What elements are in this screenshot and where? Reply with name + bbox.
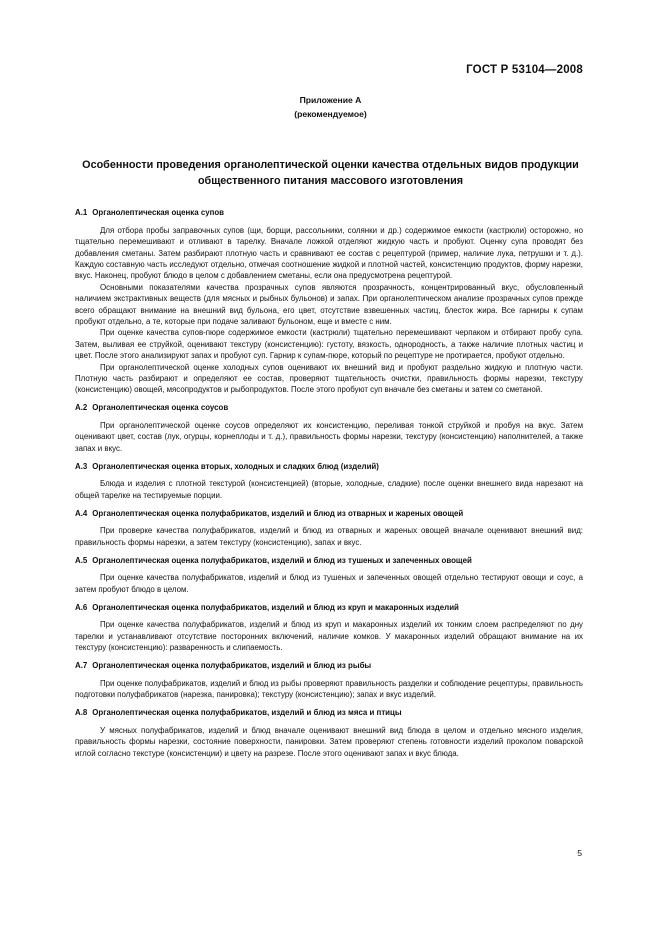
section-title: Органолептическая оценка полуфабрикатов, изделий и блюд из тушеных и запеченных овощей [92, 555, 472, 565]
section-number: А.1 [75, 208, 88, 217]
annex-title: Приложение А [299, 95, 362, 105]
page-number: 5 [577, 848, 582, 858]
section [75, 402, 583, 454]
section [75, 707, 583, 759]
section-number: А.7 [75, 661, 88, 671]
paragraph: При оценке качества полуфабрикатов, изделий и блюд из круп и макаронных изделий их тонким слоем распределяют по дну тарелки и устанавливают отсутствие посторонних включений, наличие комков. У макаронных изделий обращают внимание на их текстуру (консистенцию): разваренность и слипаемость. [75, 620, 583, 653]
section-title: Органолептическая оценка полуфабрикатов, изделий и блюд из круп и макаронных изделий [92, 602, 459, 612]
section-heading [75, 461, 583, 472]
paragraph: Блюда и изделия с плотной текстурой (консистенцией) (вторые, холодные, сладкие) после оценки внешнего вида нарезают на общей тарелке на тестируемые порции. [75, 479, 583, 500]
section-title: Органолептическая оценка вторых, холодных и сладких блюд (изделий) [92, 461, 379, 471]
paragraph: При проверке качества полуфабрикатов, изделий и блюд из отварных и жареных овощей вначале оценивают внешний вид: правильность формы нарезки, а затем текстуру (консистенцию), запах и вкус. [75, 526, 583, 547]
section-heading [75, 707, 583, 718]
section-heading [75, 207, 583, 218]
section-title: Органолептическая оценка полуфабрикатов, изделий и блюд из отварных и жареных овощей [92, 508, 464, 518]
section-heading [75, 508, 583, 519]
section-number: А.6 [75, 602, 88, 612]
paragraph: У мясных полуфабрикатов, изделий и блюд вначале оценивают внешний вид блюда в целом и отдельно мясного изделия, правильность формы нарезки, состояние поверхности, панировки. Затем проверяют степень готовности изделий проколом поварской иглой согласно текстуре (консистенции) и цвету на разрезе. После этого оценивают запах и вкус блюда. [75, 725, 583, 758]
section-heading [75, 602, 583, 613]
section [75, 207, 583, 396]
section-heading [75, 660, 583, 671]
document-body [75, 207, 583, 759]
paragraph: При оценке качества супов-пюре содержимое емкости (кастрюли) тщательно перемешивают черпаком и отбирают пробу супа. Затем, выливая ее струйкой, оценивают текстуру (консистенцию): густоту, вязкость, однородность, а также наличие плотных частиц и цвет. После этого анализируют запах и пробуют суп. Гарнир к супам-пюре, который по рецептуре не протирается, пробуют отдельно. [75, 328, 583, 361]
section-title: Органолептическая оценка полуфабрикатов, изделий и блюд из рыбы [92, 661, 372, 671]
paragraph: При оценке качества полуфабрикатов, изделий и блюд из тушеных и запеченных овощей отдельно тестируют овощи и соус, а затем пробуют блюдо в целом. [75, 573, 583, 594]
paragraph: Для отбора пробы заправочных супов (щи, борщи, рассольники, солянки и др.) содержимое емкости (кастрюли) осторожно, но тщательно перемешивают и отливают в тарелку. Вначале ложкой отделяют жидкую часть и пробуют. Оценку супа проводят без добавления сметаны. Затем разбирают плотную часть и сравнивают ее состав с рецептурой (пример, наличие лука, петрушки и т. д.). Каждую составную часть исследуют отдельно, отмечая соотношение жидкой и плотной частей, консистенцию продуктов, форму нарезки, вкус. Наконец, пробуют блюдо в целом с добавлением сметаны, если она предусмотрена рецептурой. [75, 225, 583, 281]
annex-heading [0, 93, 661, 121]
document-title-line-1: Особенности проведения органолептической оценки качества отдельных видов продукции [82, 159, 579, 171]
section-title: Органолептическая оценка соусов [92, 403, 229, 413]
document-title [40, 158, 621, 189]
paragraph: При органолептической оценке соусов определяют их консистенцию, переливая тонкой струйкой и пробуя на вкус. Затем оценивают цвет, состав (лук, огурцы, корнеплоды и т. д.), правильность формы нарезки, текстуру (консистенцию) наполнителей, а также запах и вкус. [75, 421, 583, 453]
section-number: А.5 [75, 555, 88, 565]
standard-code: ГОСТ Р 53104—2008 [466, 64, 583, 76]
section-heading [75, 555, 583, 566]
section [75, 602, 583, 654]
section-number: А.3 [75, 461, 88, 471]
annex-status: (рекомендуемое) [294, 109, 367, 119]
section-title: Органолептическая оценка полуфабрикатов, изделий и блюд из мяса и птицы [92, 708, 402, 718]
section-number: А.2 [75, 403, 88, 413]
section [75, 461, 583, 502]
paragraph: При оценке полуфабрикатов, изделий и блюд из рыбы проверяют правильность разделки и соблюдение рецептуры, правильность подготовки полуфабрикатов (нарезка, панировка); текстуру (консистенцию); запах и вкус изделий. [75, 678, 583, 700]
section [75, 660, 583, 701]
section-heading [75, 402, 583, 413]
section-number: А.8 [75, 708, 88, 718]
document-title-line-2: общественного питания массового изготовления [197, 174, 464, 187]
paragraph: При органолептической оценке холодных супов оценивают их внешний вид и пробуют раздельно жидкую и плотную части. Плотную часть разбирают и определяют ее состав, проверяют тщательность очистки, правильность формы нарезки, текстуру (консистенцию) овощей, мясопродуктов и рыбопродуктов. После этого пробуют суп вначале без сметаны и затем со сметаной. [75, 362, 583, 395]
paragraph: Основными показателями качества прозрачных супов являются прозрачность, концентрированный вкус, обусловленный наличием экстрактивных веществ (для мясных и рыбных бульонов) и запах. При органолептическом анализе прозрачных супов прежде всего обращают внимание на внешний вид бульона, его цвет, отсутствие взвешенных частиц, блесток жира. Все гарниры к супам пробуют отдельно, а те, которые при подаче заливают бульоном, еще и вместе с ним. [75, 282, 583, 327]
section [75, 508, 583, 549]
section [75, 555, 583, 596]
section-title: Органолептическая оценка супов [92, 208, 225, 217]
section-number: А.4 [75, 508, 88, 518]
